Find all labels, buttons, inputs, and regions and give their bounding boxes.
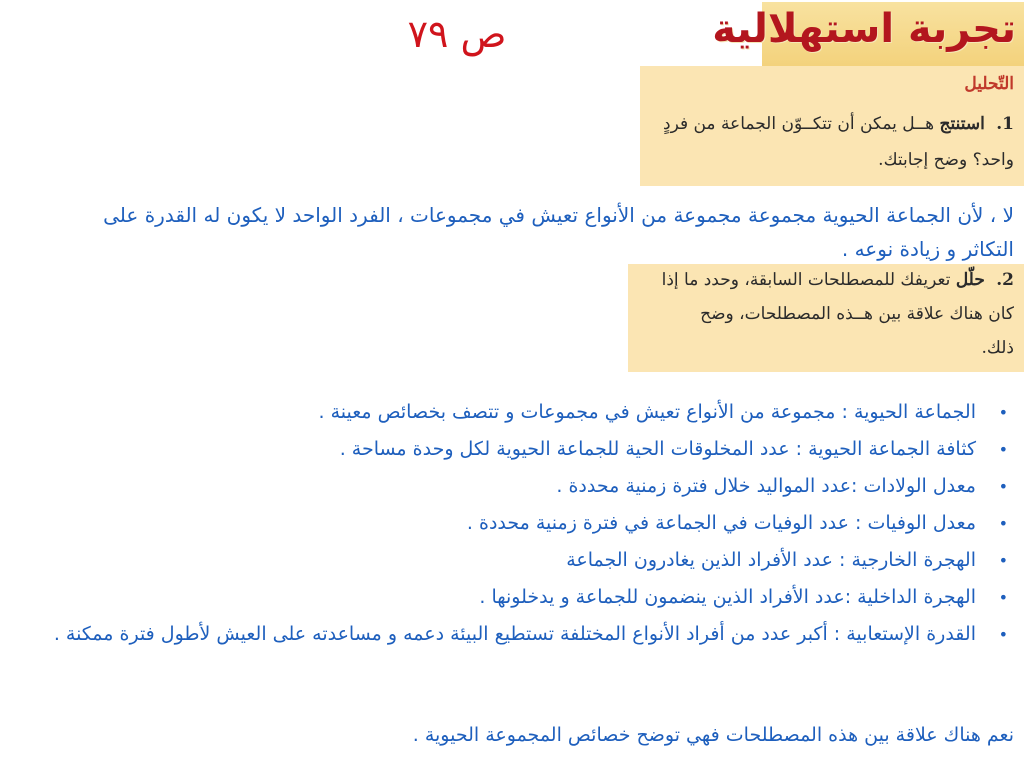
definition-text: الجماعة الحيوية : مجموعة من الأنواع تعيش في مجموعات و تتصف بخصائص معينة .: [318, 401, 976, 423]
bullet-icon: •: [998, 440, 1008, 459]
definition-text: معدل الولادات :عدد المواليد خلال فترة زمنية محددة .: [556, 475, 976, 497]
definition-item: [30, 507, 1014, 541]
question-1-verb: استنتج: [939, 114, 985, 134]
question-1-line-2: واحد؟ وضح إجابتك.: [878, 150, 1014, 170]
question-1-line-1: [663, 114, 1014, 134]
definition-item: [30, 433, 1014, 467]
bullet-icon: •: [998, 514, 1008, 533]
bullet-icon: •: [998, 551, 1008, 570]
definitions-list: [30, 396, 1014, 655]
definition-item: [30, 581, 1014, 615]
bullet-icon: •: [998, 477, 1008, 496]
definition-item: [30, 396, 1014, 430]
analysis-heading: التّحليل: [964, 74, 1014, 94]
definition-item: [30, 618, 1014, 652]
definition-item: [30, 470, 1014, 504]
definition-item: [30, 544, 1014, 578]
question-2-verb: حلّل: [955, 270, 985, 290]
question-2-line-3: ذلك.: [981, 338, 1014, 358]
title-banner: [712, 2, 1024, 66]
bullet-icon: •: [998, 403, 1008, 422]
conclusion-text: نعم هناك علاقة بين هذه المصطلحات فهي توضح خصائص المجموعة الحيوية .: [412, 724, 1014, 746]
question-2-box: [628, 264, 1024, 372]
question-2-line-1: [662, 270, 1014, 290]
definition-text: معدل الوفيات : عدد الوفيات في الجماعة في فترة زمنية محددة .: [466, 512, 976, 534]
analysis-question-box: [640, 66, 1024, 186]
question-2-text: تعريفك للمصطلحات السابقة، وحدد ما إذا: [661, 270, 951, 290]
question-2-line-2: كان هناك علاقة بين هــذه المصطلحات، وضح: [700, 304, 1014, 324]
question-1-text: هــل يمكن أن تتكــوّن الجماعة من فردٍ: [663, 114, 935, 134]
bullet-icon: •: [998, 588, 1008, 607]
bullet-icon: •: [998, 625, 1008, 644]
lesson-title: تجربة استهلالية: [712, 6, 1016, 52]
answer-1: لا ، لأن الجماعة الحيوية مجموعة مجموعة من الأنواع تعيش في مجموعات ، الفرد الواحد لا يكون له القدرة على التكاثر و زيادة نوعه .: [103, 203, 1014, 261]
definition-text: كثافة الجماعة الحيوية : عدد المخلوقات الحية للجماعة الحيوية لكل وحدة مساحة .: [339, 438, 976, 460]
question-2-number: 2.: [996, 270, 1014, 290]
definition-text: الهجرة الخارجية : عدد الأفراد الذين يغادرون الجماعة: [566, 549, 976, 571]
definition-text: القدرة الإستعابية : أكبر عدد من أفراد الأنواع المختلفة تستطيع البيئة دعمه و مساعدته على العيش لأطول فترة ممكنة .: [53, 623, 976, 645]
page-number: ص ٧٩: [407, 12, 507, 56]
definition-text: الهجرة الداخلية :عدد الأفراد الذين ينضمون للجماعة و يدخلونها .: [479, 586, 976, 608]
question-1-number: 1.: [996, 114, 1014, 134]
